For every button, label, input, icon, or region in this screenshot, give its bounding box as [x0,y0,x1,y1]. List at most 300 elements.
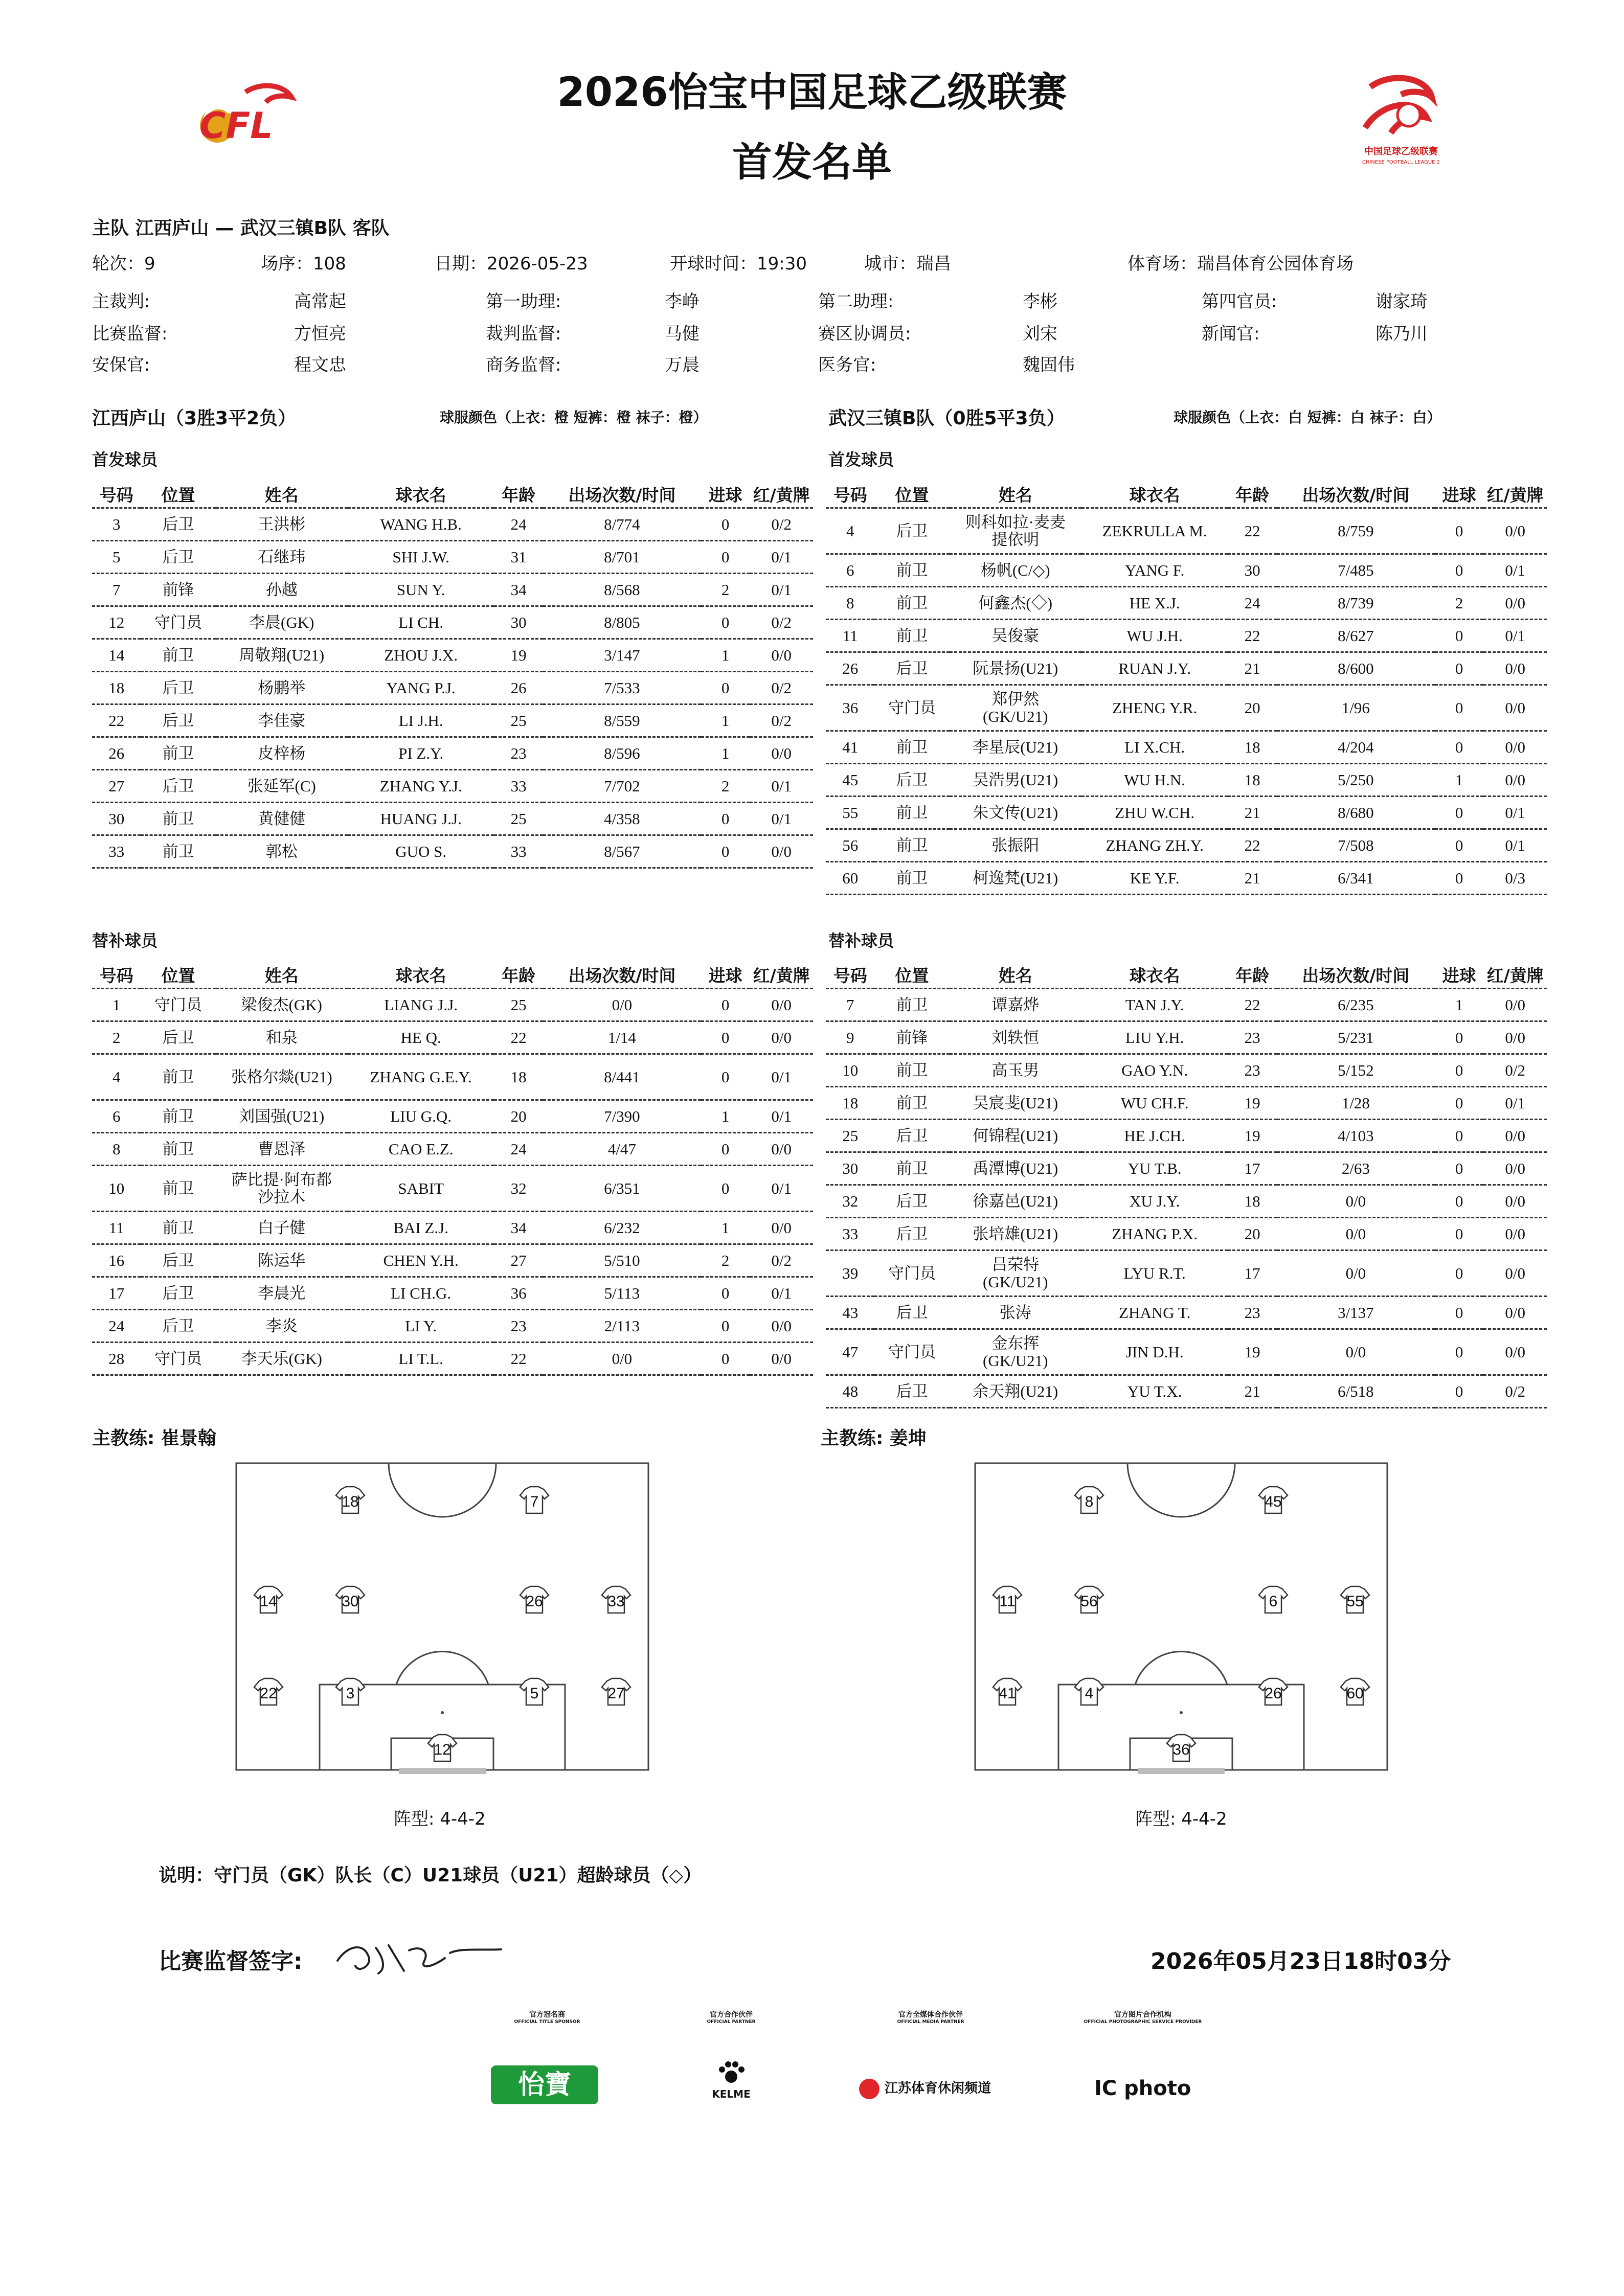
center-circle-arc [1127,1463,1235,1517]
cell-age: 23 [1228,1297,1276,1329]
league-logo-text: 中国足球乙级联赛 [1364,146,1438,157]
cell-age: 18 [1228,764,1276,797]
signature-timestamp: 2026年05月23日18时03分 [1151,1948,1451,1974]
cell-goals: 0 [701,672,750,704]
home-player-marker [520,1586,549,1613]
home-sub-row [92,1100,813,1133]
home-starters-table [92,481,813,869]
column-header: 姓名 [950,961,1081,989]
cell-number: 56 [826,829,874,862]
cell-shirt-name: LIU G.Q. [348,1100,494,1133]
away-starter-row [826,620,1547,652]
away-player-marker [1259,1678,1288,1705]
cell-shirt-name: HE Q. [348,1021,494,1054]
cell-name: 吕荣特(GK/U21) [950,1251,1081,1297]
away-starter-row [826,829,1547,862]
column-header: 红/黄牌 [1483,481,1547,508]
cell-appearances: 8/759 [1277,508,1435,554]
cell-shirt-name: LI Y. [348,1310,494,1343]
cell-position: 后卫 [874,764,949,797]
cell-position: 后卫 [141,541,215,574]
home-sub-row [92,1054,813,1100]
cell-age: 22 [494,1021,543,1054]
cell-appearances: 8/596 [543,737,701,770]
cell-shirt-name: YU T.X. [1081,1375,1228,1408]
cell-name: 曹恩泽 [216,1133,348,1166]
column-header: 出场次数/时间 [543,481,701,508]
home-player-marker [602,1586,630,1613]
cell-number: 41 [826,731,874,764]
cell-name: 吴俊豪 [950,620,1081,652]
cell-number: 10 [92,1166,141,1212]
cell-shirt-name: HE X.J. [1081,587,1228,620]
cell-goals: 0 [701,606,750,639]
cell-name: 张振阳 [950,829,1081,862]
cell-appearances: 6/351 [543,1166,701,1212]
column-header: 出场次数/时间 [543,961,701,989]
jersey-number: 41 [999,1685,1016,1702]
column-header: 年龄 [1228,481,1276,508]
cell-appearances: 5/152 [1277,1054,1435,1087]
cell-name: 朱文传(U21) [950,797,1081,829]
cell-position: 前卫 [874,731,949,764]
cell-cards: 0/1 [750,1100,813,1133]
cell-cards: 0/1 [750,1166,813,1212]
home-starter-row [92,704,813,737]
cell-cards: 0/1 [1483,797,1547,829]
cell-name: 郑伊然(GK/U21) [950,685,1081,731]
cell-cards: 0/1 [1483,554,1547,587]
yibao-logo: 怡寶 [491,2065,598,2104]
cell-goals: 2 [1435,587,1483,620]
cell-cards: 0/0 [750,1212,813,1244]
stadium: 体育场：瑞昌体育公园体育场 [1127,254,1354,274]
cell-age: 34 [494,1212,543,1244]
away-subs-label: 替补球员 [828,931,894,950]
cell-name: 张延军(C) [216,770,348,803]
cell-position: 前卫 [874,554,949,587]
cell-goals: 0 [1435,1297,1483,1329]
cell-goals: 1 [701,737,750,770]
cell-position: 前锋 [874,1021,949,1054]
cell-position: 后卫 [141,508,215,541]
away-kit-colors: 球服颜色（上衣：白 短裤：白 袜子：白） [1174,409,1441,426]
cell-goals: 0 [1435,508,1483,554]
cell-name: 孙越 [216,574,348,606]
cell-position: 前卫 [141,737,215,770]
cell-cards: 0/2 [750,508,813,541]
official-value: 方恒亮 [294,324,346,344]
official-label: 第二助理: [818,291,894,312]
cell-shirt-name: CHEN Y.H. [348,1244,494,1277]
cell-age: 18 [494,1054,543,1100]
cell-age: 17 [1228,1251,1276,1297]
cell-appearances: 8/441 [543,1054,701,1100]
away-sub-row [826,989,1547,1021]
cell-appearances: 5/113 [543,1277,701,1310]
cell-number: 7 [92,574,141,606]
cell-cards: 0/1 [1483,620,1547,652]
cell-name: 萨比提·阿布都沙拉木 [216,1166,348,1212]
cell-cards: 0/1 [750,574,813,606]
jersey-number: 22 [260,1685,277,1702]
official-label: 第一助理: [486,291,561,312]
cell-shirt-name: XU J.Y. [1081,1185,1228,1218]
cell-age: 25 [494,989,543,1021]
cell-appearances: 8/627 [1277,620,1435,652]
cell-number: 24 [92,1310,141,1343]
away-player-marker [1075,1678,1103,1705]
cell-name: 李天乐(GK) [216,1343,348,1375]
cell-position: 后卫 [874,508,949,554]
cell-appearances: 3/147 [543,639,701,672]
cell-goals: 0 [1435,620,1483,652]
away-sub-row [826,1152,1547,1185]
official-label: 新闻官: [1202,324,1260,344]
cell-shirt-name: RUAN J.Y. [1081,652,1228,685]
cell-goals: 0 [1435,862,1483,895]
home-sub-row [92,1310,813,1343]
home-sub-row [92,1343,813,1375]
cell-cards: 0/0 [750,1310,813,1343]
cell-age: 31 [494,541,543,574]
cell-cards: 0/0 [750,989,813,1021]
away-formation-pitch [974,1462,1388,1774]
cell-shirt-name: LIU Y.H. [1081,1021,1228,1054]
jersey-number: 8 [1085,1493,1094,1510]
column-header: 号码 [826,961,874,989]
away-sub-row [826,1087,1547,1120]
cell-shirt-name: PI Z.Y. [348,737,494,770]
cell-appearances: 5/250 [1277,764,1435,797]
sponsor-caption: 官方冠名商 [529,2011,565,2019]
cell-name: 皮梓杨 [216,737,348,770]
cell-shirt-name: HUANG J.J. [348,803,494,835]
cell-position: 前卫 [874,1054,949,1087]
away-sub-row [826,1251,1547,1297]
cell-number: 26 [92,737,141,770]
home-starter-row [92,672,813,704]
cell-shirt-name: GAO Y.N. [1081,1054,1228,1087]
cell-position: 前卫 [141,639,215,672]
cell-position: 守门员 [141,1343,215,1375]
cell-appearances: 8/559 [543,704,701,737]
cell-goals: 0 [1435,1120,1483,1152]
cell-shirt-name: ZHANG P.X. [1081,1218,1228,1251]
cell-position: 前卫 [874,862,949,895]
cell-number: 33 [826,1218,874,1251]
cell-appearances: 7/533 [543,672,701,704]
sponsor-caption-en: OFFICIAL PHOTOGRAPHIC SERVICE PROVIDER [1084,2019,1202,2025]
cell-shirt-name: YU T.B. [1081,1152,1228,1185]
cell-number: 5 [92,541,141,574]
cell-position: 后卫 [141,1021,215,1054]
sponsor-caption-en: OFFICIAL TITLE SPONSOR [514,2019,580,2025]
channel-icon [859,2079,879,2099]
home-starter-row [92,541,813,574]
home-player-marker [602,1678,630,1705]
official-label: 第四官员: [1202,291,1277,312]
cell-position: 后卫 [874,1218,949,1251]
away-starter-row [826,685,1547,731]
cell-shirt-name: YANG P.J. [348,672,494,704]
cell-name: 高玉男 [950,1054,1081,1087]
cell-cards: 0/1 [750,770,813,803]
cell-name: 何鑫杰(◇) [950,587,1081,620]
official-label: 主裁判: [92,291,150,312]
official-value: 程文忠 [294,355,346,375]
cell-position: 前卫 [141,1166,215,1212]
home-formation-pitch [235,1462,649,1774]
home-player-marker [520,1678,549,1705]
cell-cards: 0/1 [750,1054,813,1100]
cell-cards: 0/0 [1483,989,1547,1021]
cell-position: 前卫 [141,803,215,835]
cell-goals: 2 [701,1244,750,1277]
cell-number: 36 [826,685,874,731]
cell-cards: 0/0 [1483,1329,1547,1375]
official-value: 李彬 [1023,291,1057,312]
official-value: 谢家琦 [1375,291,1428,312]
cell-position: 前锋 [141,574,215,606]
column-header: 姓名 [216,481,348,508]
jersey-number: 55 [1346,1593,1364,1610]
column-header: 号码 [826,481,874,508]
cell-shirt-name: LYU R.T. [1081,1251,1228,1297]
cell-name: 谭嘉烨 [950,989,1081,1021]
page-subtitle: 首发名单 [732,140,892,186]
cell-number: 14 [92,639,141,672]
away-player-marker [993,1586,1022,1613]
cell-name: 张格尔燚(U21) [216,1054,348,1100]
cell-number: 4 [826,508,874,554]
cell-name: 金东挥(GK/U21) [950,1329,1081,1375]
cell-name: 陈运华 [216,1244,348,1277]
home-starters-label: 首发球员 [92,450,158,469]
round: 轮次：9 [92,254,155,274]
away-sub-row [826,1329,1547,1375]
cell-number: 28 [92,1343,141,1375]
cell-position: 前卫 [141,1133,215,1166]
cell-position: 后卫 [874,1120,949,1152]
cell-cards: 0/0 [1483,731,1547,764]
away-sub-row [826,1054,1547,1087]
cell-number: 60 [826,862,874,895]
cell-goals: 1 [1435,764,1483,797]
cell-goals: 2 [701,574,750,606]
cell-age: 23 [1228,1021,1276,1054]
cell-name: 阮景扬(U21) [950,652,1081,685]
cell-position: 前卫 [874,829,949,862]
home-subs-table [92,961,813,1376]
cell-age: 26 [494,672,543,704]
home-player-marker [254,1678,283,1705]
official-label: 医务官: [818,355,876,375]
cell-shirt-name: ZHANG Y.J. [348,770,494,803]
cell-appearances: 0/0 [1277,1251,1435,1297]
cell-age: 33 [494,770,543,803]
away-starter-row [826,554,1547,587]
home-starter-row [92,803,813,835]
official-value: 李峥 [665,291,700,312]
jersey-number: 7 [530,1493,539,1510]
away-team-title: 武汉三镇B队（0胜5平3负） [828,408,1065,429]
cell-age: 18 [1228,1185,1276,1218]
match-date: 日期：2026-05-23 [435,254,588,274]
cell-name: 白子健 [216,1212,348,1244]
cell-position: 前卫 [874,1152,949,1185]
cell-appearances: 3/137 [1277,1297,1435,1329]
penalty-arc [1135,1651,1227,1685]
cell-age: 21 [1228,652,1276,685]
match-teams-line: 主队 江西庐山 — 武汉三镇B队 客队 [92,218,390,239]
sponsor-caption-en: OFFICIAL MEDIA PARTNER [897,2019,964,2025]
away-player-marker [993,1678,1022,1705]
cell-cards: 0/0 [750,1133,813,1166]
cell-number: 32 [826,1185,874,1218]
cell-appearances: 6/235 [1277,989,1435,1021]
sponsor-caption: 官方全媒体合作伙伴 [898,2011,963,2019]
cell-appearances: 5/510 [543,1244,701,1277]
away-starters-label: 首发球员 [828,450,894,469]
cell-shirt-name: LIANG J.J. [348,989,494,1021]
cell-goals: 0 [701,1021,750,1054]
cell-appearances: 8/568 [543,574,701,606]
cell-position: 后卫 [141,770,215,803]
cell-position: 后卫 [874,652,949,685]
away-starter-row [826,508,1547,554]
away-sub-row [826,1297,1547,1329]
cell-age: 33 [494,835,543,868]
cell-goals: 0 [1435,1329,1483,1375]
column-header: 红/黄牌 [750,481,813,508]
jersey-number: 12 [434,1741,451,1758]
home-team-title: 江西庐山（3胜3平2负） [92,408,297,429]
cell-age: 30 [1228,554,1276,587]
column-header: 位置 [141,481,215,508]
cell-name: 李星辰(U21) [950,731,1081,764]
cell-cards: 0/0 [1483,764,1547,797]
cell-number: 4 [92,1054,141,1100]
column-header: 位置 [874,961,949,989]
cell-age: 22 [1228,989,1276,1021]
cell-age: 30 [494,606,543,639]
cell-number: 11 [826,620,874,652]
cell-cards: 0/0 [1483,508,1547,554]
column-header: 年龄 [494,961,543,989]
cell-age: 21 [1228,797,1276,829]
kelme-logo [706,2060,757,2100]
away-player-marker [1075,1586,1103,1613]
away-starter-row [826,652,1547,685]
home-player-marker [520,1487,549,1513]
away-starter-row [826,587,1547,620]
goal [399,1768,486,1774]
official-label: 商务监督: [486,355,561,375]
cell-name: 黄健健 [216,803,348,835]
away-subs-table [826,961,1547,1408]
penalty-spot [441,1711,444,1714]
home-player-marker [336,1586,365,1613]
cell-age: 22 [494,1343,543,1375]
cell-goals: 0 [701,1166,750,1212]
away-starter-row [826,731,1547,764]
cell-number: 18 [92,672,141,704]
jersey-number: 4 [1085,1685,1094,1702]
cell-number: 39 [826,1251,874,1297]
league-logo [1350,66,1452,169]
cell-goals: 0 [1435,652,1483,685]
page-title: 2026怡宝中国足球乙级联赛 [557,70,1067,116]
cell-name: 徐嘉邑(U21) [950,1185,1081,1218]
cell-appearances: 2/113 [543,1310,701,1343]
home-starter-row [92,835,813,868]
cell-shirt-name: BAI Z.J. [348,1212,494,1244]
cell-goals: 1 [701,639,750,672]
cell-goals: 0 [701,1343,750,1375]
home-starter-row [92,639,813,672]
cell-number: 3 [92,508,141,541]
cell-cards: 0/2 [1483,1054,1547,1087]
cell-age: 19 [494,639,543,672]
home-starter-row [92,508,813,541]
away-formation: 阵型: 4-4-2 [1135,1809,1227,1829]
cell-age: 20 [494,1100,543,1133]
cell-cards: 0/0 [750,835,813,868]
cell-age: 19 [1228,1329,1276,1375]
cell-appearances: 7/390 [543,1100,701,1133]
jersey-number: 56 [1080,1593,1098,1610]
cell-position: 前卫 [874,1087,949,1120]
jersey-number: 30 [342,1593,359,1610]
cell-appearances: 8/567 [543,835,701,868]
cell-goals: 0 [701,1277,750,1310]
away-sub-row [826,1185,1547,1218]
column-header: 号码 [92,481,141,508]
cell-position: 前卫 [874,620,949,652]
cell-appearances: 7/485 [1277,554,1435,587]
cell-shirt-name: GUO S. [348,835,494,868]
cell-age: 19 [1228,1120,1276,1152]
cell-position: 前卫 [141,1100,215,1133]
official-label: 赛区协调员: [818,324,911,344]
sponsor-caption: 官方图片合作机构 [1114,2011,1171,2019]
cell-position: 后卫 [141,1310,215,1343]
cell-goals: 0 [701,803,750,835]
cell-age: 27 [494,1244,543,1277]
cell-appearances: 4/103 [1277,1120,1435,1152]
cell-age: 24 [494,508,543,541]
cell-number: 18 [826,1087,874,1120]
cell-number: 48 [826,1375,874,1408]
cell-age: 17 [1228,1152,1276,1185]
cell-goals: 0 [1435,1185,1483,1218]
penalty-arc [396,1651,488,1685]
official-value: 刘宋 [1023,324,1057,344]
cell-position: 前卫 [874,989,949,1021]
away-player-marker [1259,1487,1288,1513]
cell-age: 22 [1228,620,1276,652]
cell-number: 27 [92,770,141,803]
kickoff-time: 开球时间：19:30 [670,254,807,274]
away-sub-row [826,1120,1547,1152]
cell-shirt-name: LI X.CH. [1081,731,1228,764]
cell-name: 吴浩男(U21) [950,764,1081,797]
cell-position: 前卫 [874,587,949,620]
cell-goals: 0 [1435,1218,1483,1251]
cell-goals: 1 [701,1212,750,1244]
cell-number: 45 [826,764,874,797]
